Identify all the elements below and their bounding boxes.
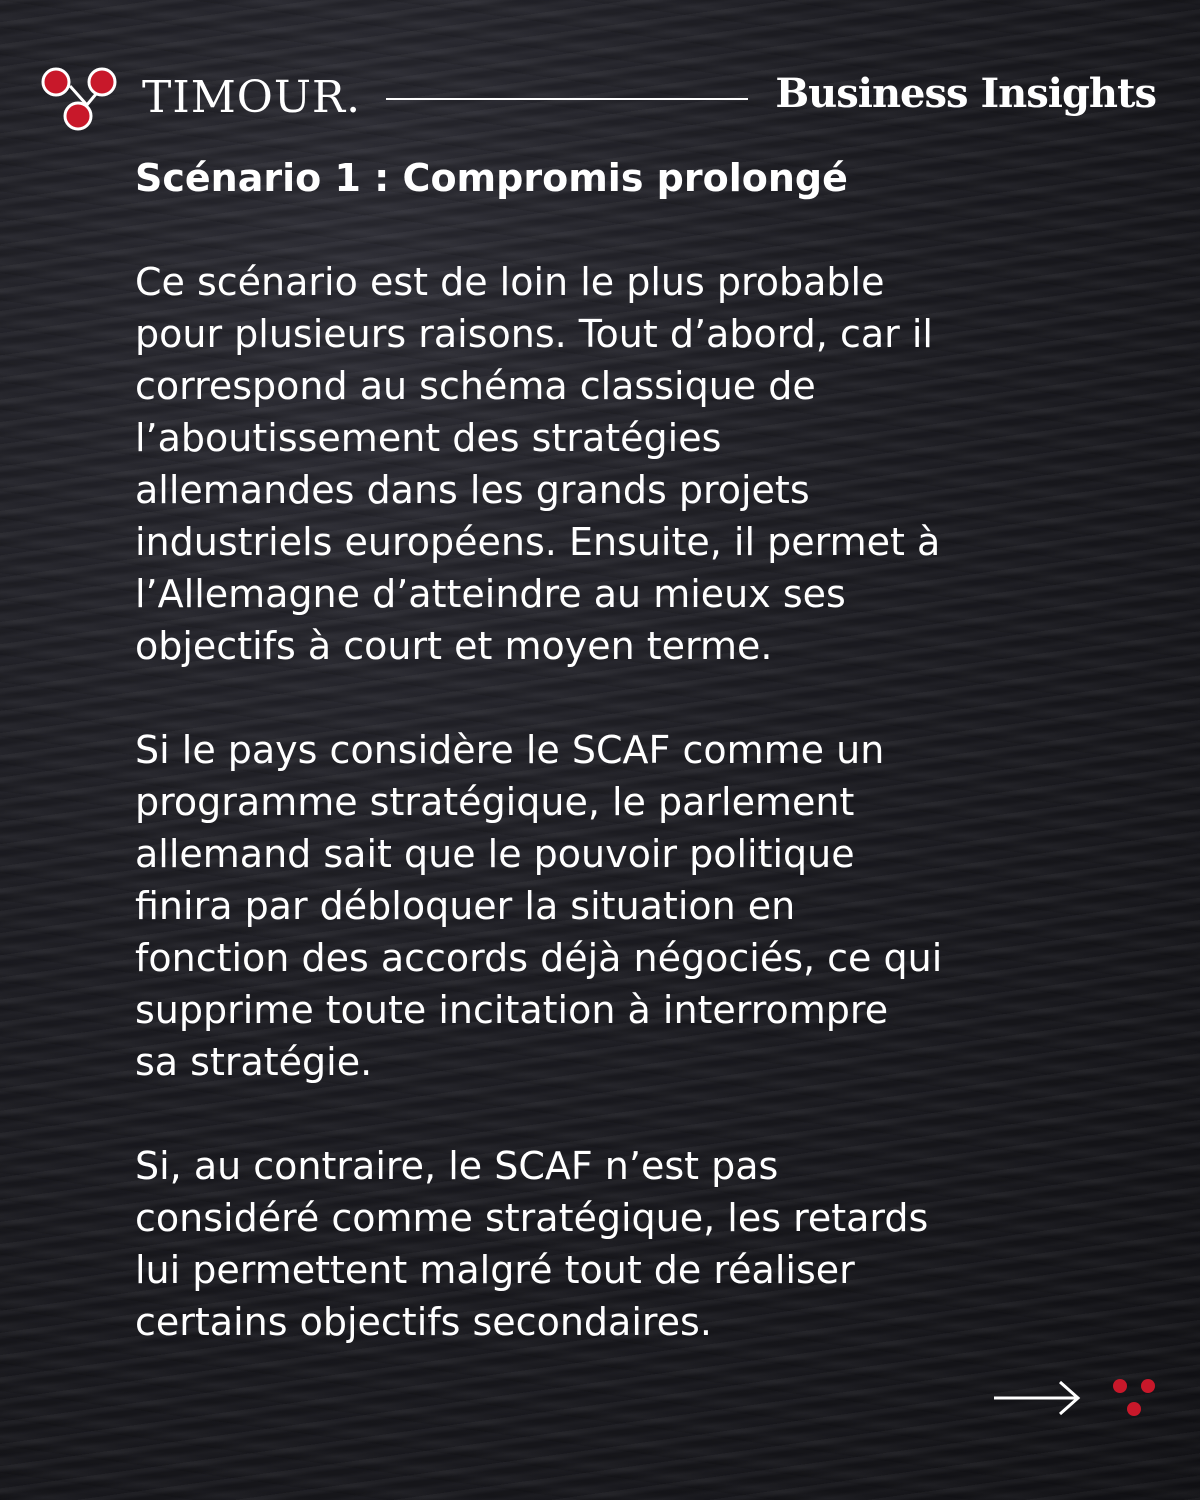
paragraph-3 [135,1140,1095,1348]
paragraph-line: industriels européens. Ensuite, il permet à [135,520,941,564]
paragraph-line: l’Allemagne d’atteindre au mieux ses [135,572,846,616]
paragraph-line: considéré comme stratégique, les retards [135,1196,929,1240]
paragraph-line: finira par débloquer la situation en [135,884,796,928]
paragraph-line: Ce scénario est de loin le plus probable [135,260,885,304]
paragraph-line: sa stratégie. [135,1040,373,1084]
arrow-right-icon[interactable] [992,1378,1084,1418]
paragraph-line: Si le pays considère le SCAF comme un [135,728,885,772]
header-divider [386,98,748,100]
paragraph-line: programme stratégique, le parlement [135,780,855,824]
paragraph-line: correspond au schéma classique de [135,364,816,408]
slide-title: Scénario 1 : Compromis prolongé [135,156,848,200]
three-red-dots-logo-icon [40,64,120,136]
paragraph-line: fonction des accords déjà négociés, ce qui [135,936,943,980]
paragraph-line: objectifs à court et moyen terme. [135,624,773,668]
brand-name: TIMOUR. [142,72,362,123]
paragraph-2 [135,724,1095,1088]
article [135,152,1095,1348]
header [0,0,1200,140]
paragraph-line: Si, au contraire, le SCAF n’est pas [135,1144,779,1188]
paragraph-line: supprime toute incitation à interrompre [135,988,889,1032]
paragraph-line: allemandes dans les grands projets [135,468,810,512]
paragraph-line: allemand sait que le pouvoir politique [135,832,855,876]
paragraph-line: l’aboutissement des stratégies [135,416,722,460]
header-tagline: Business Insights [775,70,1156,117]
paragraph-1 [135,256,1095,672]
paragraph-line: certains objectifs secondaires. [135,1300,712,1344]
paragraph-line: lui permettent malgré tout de réaliser [135,1248,855,1292]
paragraph-line: pour plusieurs raisons. Tout d’abord, car il [135,312,933,356]
three-red-dots-icon [1110,1376,1158,1420]
